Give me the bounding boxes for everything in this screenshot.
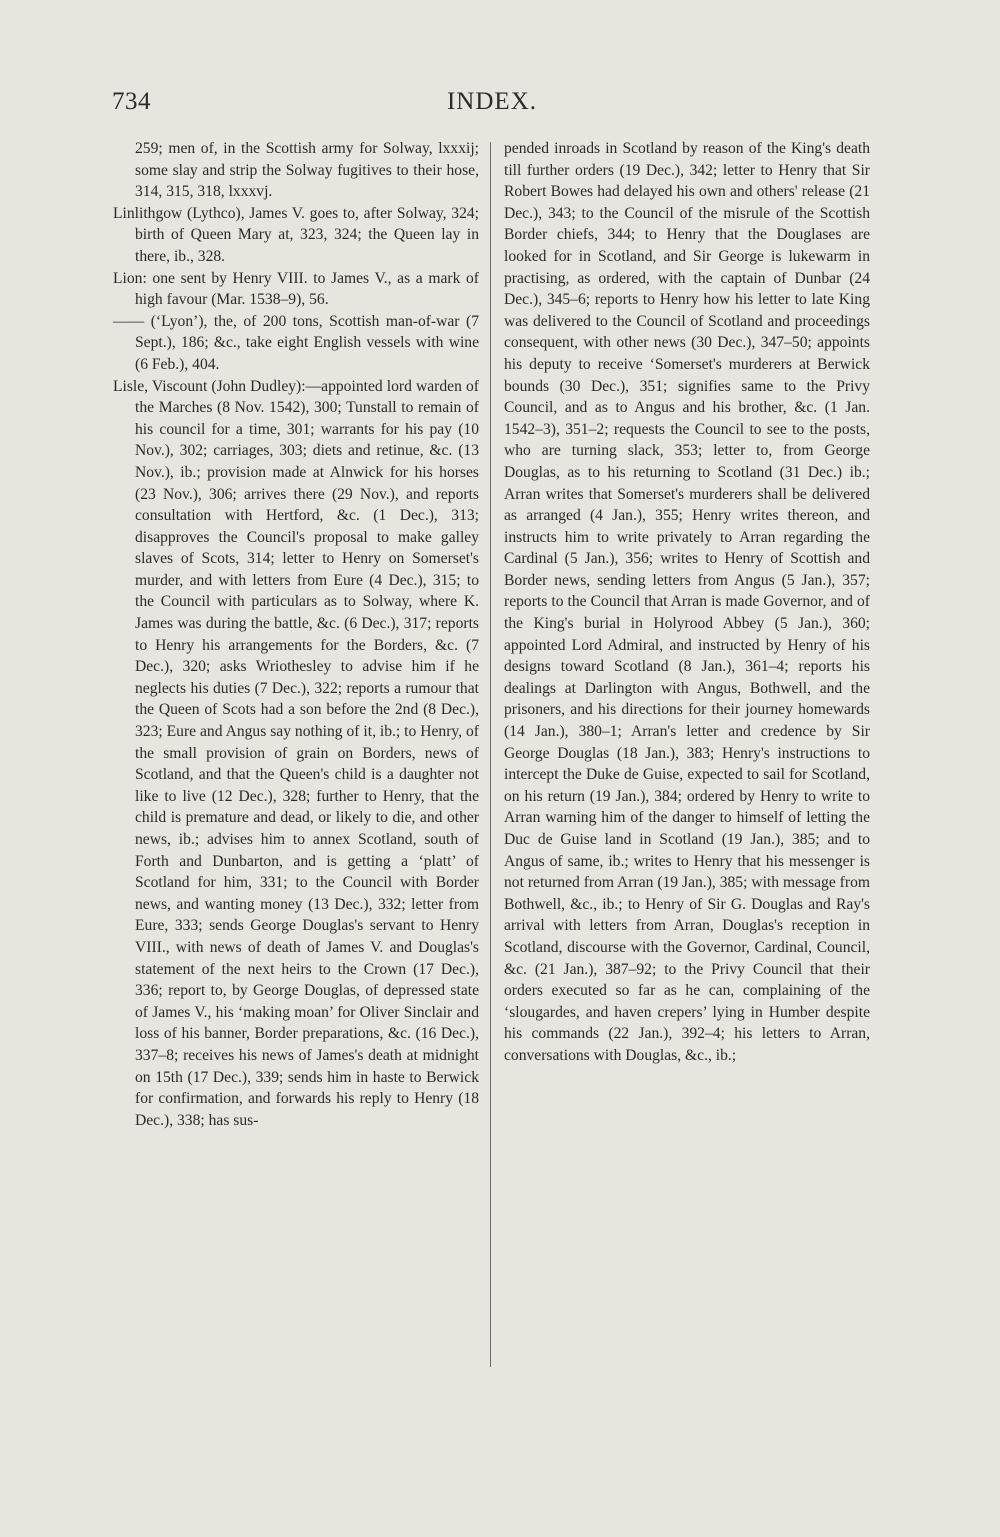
page-header [112, 88, 872, 128]
page-number: 734 [112, 88, 151, 115]
index-entry-lisle: Lisle, Viscount (John Dudley):—appointed lord warden of the Marches (8 Nov. 1542), 300; Tunstall to remain of his council for a time, 301; warrants for his pay (10 Nov.), 302; carriages, 303; diets and retinue, &c. (13 Nov.), ib.; provision made at Alnwick for his horses (23 Nov.), 306; arrives there (29 Nov.), and reports consultation with Hertford, &c. (1 Dec.), 313; disapproves the Council's proposal to make galley slaves of Scots, 314; letter to Henry on Somerset's murder, and with letters from Eure (4 Dec.), 315; to the Council with particulars as to Solway, where K. James was during the battle, &c. (6 Dec.), 317; reports to Henry his arrangements for the Borders, &c. (7 Dec.), 320; asks Wriothesley to advise him if he neglects his duties (7 Dec.), 322; reports a rumour that the Queen of Scots had a son before the 2nd (8 Dec.), 323; Eure and Angus say nothing of it, ib.; to Henry, of the small provision of grain on Borders, news of Scotland, and that the Queen's child is a daughter not like to live (12 Dec.), 328; further to Henry, that the child is premature and dead, or likely to die, and other news, ib.; advises him to annex Scotland, south of Forth and Dunbarton, and is getting a ‘platt’ of Scotland for him, 331; to the Council with Border news, and wanting money (13 Dec.), 332; letter from Eure, 333; sends George Douglas's servant to Henry VIII., with news of death of James V. and Douglas's statement of the next heirs to the Crown (17 Dec.), 336; report to, by George Douglas, of depressed state of James V., his ‘making moan’ for Oliver Sinclair and loss of his banner, Border preparations, &c. (16 Dec.), 337–8; receives his news of James's death at midnight on 15th (17 Dec.), 339; sends him in haste to Berwick for confirmation, and forwards his reply to Henry (18 Dec.), 338; has sus- [113, 377, 479, 1129]
running-title: INDEX. [446, 88, 537, 115]
index-entry-continuation: 259; men of, in the Scottish army for Solway, lxxxij; some slay and strip the Solway fugitives to their hose, 314, 315, 318, lxxxvj. [135, 140, 479, 201]
right-column [504, 138, 870, 1067]
index-entry-lisle-continued: pended inroads in Scotland by reason of the King's death till further orders (19 Dec.), 342; letter to Henry that Sir Robert Bowes had delayed his own and others' release (21 Dec.), 343; to the Council of the misrule of the Scottish Border chiefs, 344; to Henry that the Douglases are looked for in Scotland, and Sir George is lukewarm in practising, as ordered, with the captain of Dunbar (24 Dec.), 345–6; reports to Henry how his letter to late King was delivered to the Council of Scotland and proceedings consequent, with other news (30 Dec.), 347–50; appoints his deputy to receive ‘Somerset's murderers at Berwick bounds (30 Dec.), 351; signifies same to the Privy Council, and as to Angus and his brother, &c. (1 Jan. 1542–3), 351–2; requests the Council to see to the posts, who are turning slack, 353; letter to, from George Douglas, as to his returning to Scotland (31 Dec.) ib.; Arran writes that Somerset's murderers shall be delivered as arranged (4 Jan.), 355; Henry writes thereon, and instructs him to write privately to Arran regarding the Cardinal (5 Jan.), 356; writes to Henry of Scottish and Border news, sending letters from Angus (5 Jan.), 357; reports to the Council that Arran is made Governor, and of the King's burial in Holyrood Abbey (5 Jan.), 360; appointed Lord Admiral, and instructed by Henry of his designs toward Scotland (8 Jan.), 361–4; reports his dealings at Darlington with Angus, Bothwell, and the prisoners, and his directions for their journey homewards (14 Jan.), 380–1; Arran's letter and credence by Sir George Douglas (18 Jan.), 383; Henry's instructions to intercept the Duke de Guise, expected to sail for Scotland, on his return (19 Jan.), 384; ordered by Henry to write to Arran warning him of the danger to himself of letting the Duc de Guise land in Scotland (19 Jan.), 385; and to Angus of same, ib.; writes to Henry that his messenger is not returned from Arran (19 Jan.), 385; with message from Bothwell, &c., ib.; to Henry of Sir G. Douglas and Ray's arrival with letters from Arran, Douglas's reception in Scotland, discourse with the Governor, Cardinal, Council, &c. (21 Jan.), 387–92; to the Privy Council that their orders executed so far as he can, complaining of the ‘slougardes, and haven crepers’ lying in Humber despite his commands (22 Jan.), 392–4; his letters to Arran, conversations with Douglas, &c., ib.; [504, 140, 870, 1064]
index-columns [113, 138, 870, 1398]
column-divider [490, 142, 491, 1367]
index-entry-lyon-ship: —— (‘Lyon’), the, of 200 tons, Scottish man-of-war (7 Sept.), 186; &c., take eight English vessels with wine (6 Feb.), 404. [113, 312, 479, 373]
index-entry-lion: Lion: one sent by Henry VIII. to James V., as a mark of high favour (Mar. 1538–9), 56. [113, 269, 479, 309]
left-column [113, 138, 479, 1131]
index-entry-linlithgow: Linlithgow (Lythco), James V. goes to, after Solway, 324; birth of Queen Mary at, 323, 324; the Queen lay in there, ib., 328. [113, 204, 479, 265]
